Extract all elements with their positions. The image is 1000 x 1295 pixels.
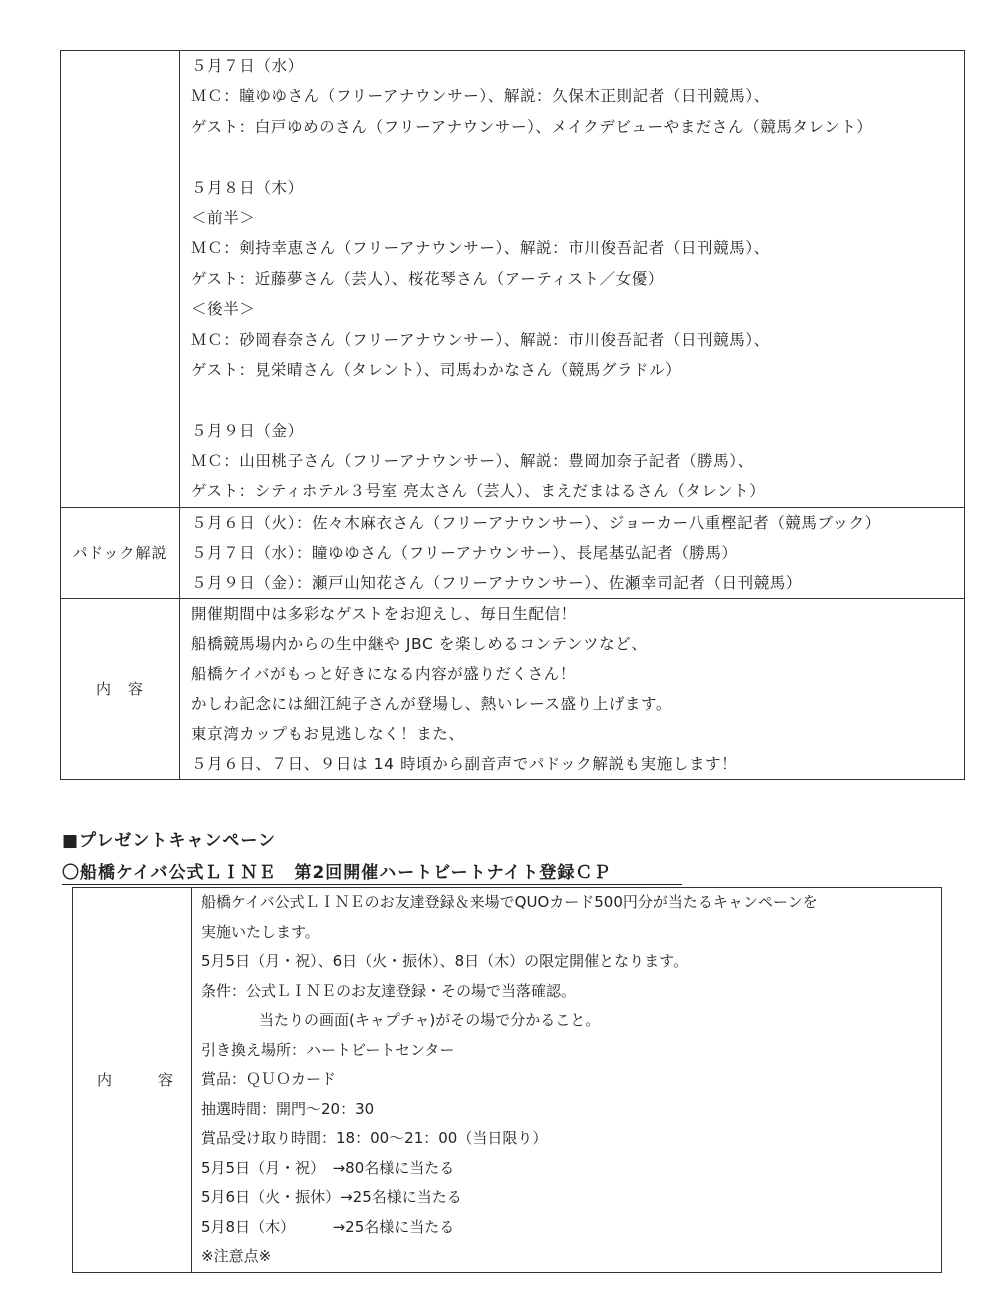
text-line: 5月8日（木） →25名様に当たる	[201, 1217, 455, 1236]
present-campaign-heading: ■プレゼントキャンペーン	[62, 831, 277, 851]
text-line: ＭＣ：山田桃子さん（フリーアナウンサー）、解説：豊岡加奈子記者（勝馬）、	[191, 452, 754, 471]
table-row	[61, 598, 965, 779]
text-line: 条件：公式ＬＩＮＥのお友達登録・その場で当落確認。	[201, 981, 577, 1000]
row-label: 内 容	[61, 598, 180, 779]
program-table	[60, 50, 965, 780]
text-line: ゲスト：シティホテル３号室 亮太さん（芸人）、まえだまはるさん（タレント）	[191, 482, 766, 501]
text-line: ゲスト：白戸ゆめのさん（フリーアナウンサー）、メイクデビューやまださん（競馬タレント）	[191, 117, 873, 136]
campaign-content-cell	[192, 888, 942, 1273]
text-line: ５月６日、７日、９日は 14 時頃から副音声でパドック解説も実施します！	[191, 754, 738, 773]
label-left: 内	[97, 1071, 113, 1090]
text-line: かしわ記念には細江純子さんが登場し、熱いレース盛り上げます。	[191, 694, 672, 713]
table-row	[73, 888, 942, 1273]
text-line: 船橋ケイバがもっと好きになる内容が盛りだくさん！	[191, 664, 577, 683]
campaign-table	[72, 887, 942, 1273]
row-label	[73, 888, 192, 1273]
text-line: ＜後半＞	[191, 300, 256, 319]
text-line: ゲスト：近藤夢さん（芸人）、桜花琴さん（アーティスト／女優）	[191, 269, 664, 288]
text-line: 賞品：ＱＵＯカード	[201, 1070, 337, 1088]
text-line: ＜前半＞	[191, 208, 256, 227]
text-line: 抽選時間：開門～20：30	[201, 1099, 375, 1118]
blank-line	[191, 385, 964, 415]
blank-line	[191, 142, 964, 172]
text-line: 開催期間中は多彩なゲストをお迎えし、毎日生配信！	[191, 604, 577, 623]
label-right: 容	[157, 1071, 173, 1090]
text-line: 賞品受け取り時間：18：00～21：00（当日限り）	[201, 1129, 548, 1147]
text-line: ５月６日（火）：佐々木麻衣さん（フリーアナウンサー）、ジョーカー八重樫記者（競馬ブック）	[191, 513, 881, 532]
row-label	[61, 51, 180, 508]
text-line: 5月6日（火・振休）→25名様に当たる	[201, 1188, 462, 1206]
text-line: ５月７日（水）	[191, 57, 304, 75]
text-line: ５月９日（金）：瀬戸山知花さん（フリーアナウンサー）、佐瀬幸司記者（日刊競馬）	[191, 573, 803, 592]
text-line: 船橋競馬場内からの生中継や JBC を楽しめるコンテンツなど、	[191, 634, 648, 653]
line-campaign-subheading: 〇船橋ケイバ公式ＬＩＮＥ 第2回開催ハートビートナイト登録ＣＰ	[62, 858, 682, 885]
text-line: ５月７日（水）：瞳ゆゆさん（フリーアナウンサー）、長尾基弘記者（勝馬）	[191, 543, 738, 562]
text-line: 5月5日（月・祝） →80名様に当たる	[201, 1158, 455, 1177]
text-line: ＭＣ：砂岡春奈さん（フリーアナウンサー）、解説：市川俊吾記者（日刊競馬）、	[191, 330, 770, 349]
text-line: 当たりの画面(キャプチャ)がその場で分かること。	[259, 1011, 601, 1029]
text-line: ゲスト：見栄晴さん（タレント）、司馬わかなさん（競馬グラドル）	[191, 360, 682, 379]
text-line: 船橋ケイバ公式ＬＩＮＥのお友達登録＆来場でQUOカード500円分が当たるキャンペーンを	[201, 893, 818, 911]
text-line: ５月９日（金）	[191, 421, 304, 440]
text-line: 5月5日（月・祝）、6日（火・振休）、8日（木）の限定開催となります。	[201, 952, 688, 970]
row-label: パドック解説	[61, 507, 180, 598]
paddock-cell	[180, 507, 965, 598]
text-line: ※注意点※	[201, 1247, 272, 1265]
table-row	[61, 507, 965, 598]
text-line: 引き換え場所：ハートビートセンター	[201, 1040, 455, 1059]
text-line: 東京湾カップもお見逃しなく！また、	[191, 724, 465, 743]
content-cell	[180, 598, 965, 779]
text-line: 実施いたします。	[201, 922, 320, 941]
table-row	[61, 51, 965, 508]
schedule-cell	[180, 51, 965, 508]
text-line: ＭＣ：剣持幸恵さん（フリーアナウンサー）、解説：市川俊吾記者（日刊競馬）、	[191, 239, 770, 258]
text-line: ５月８日（木）	[191, 178, 304, 197]
text-line: ＭＣ：瞳ゆゆさん（フリーアナウンサー）、解説：久保木正則記者（日刊競馬）、	[191, 87, 770, 106]
